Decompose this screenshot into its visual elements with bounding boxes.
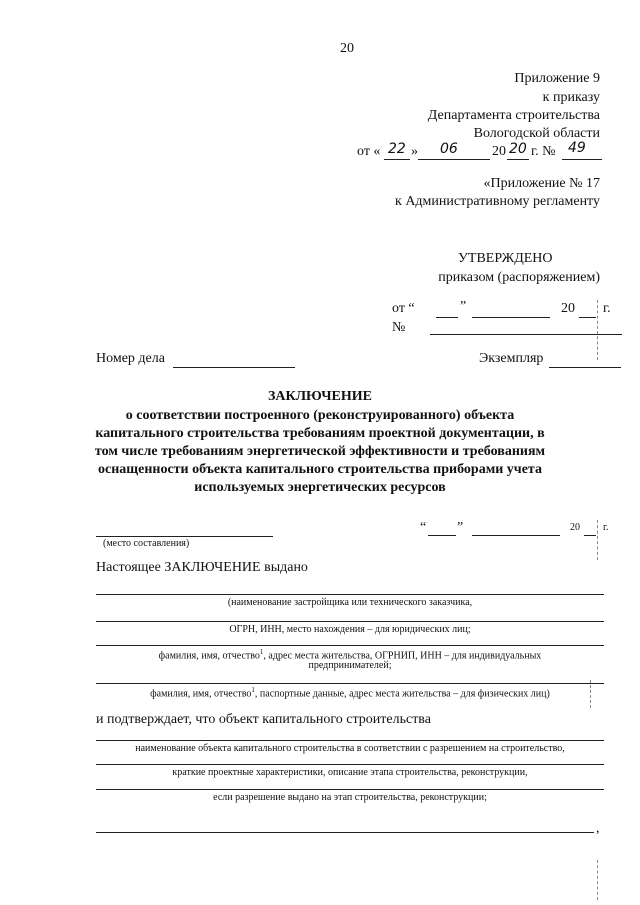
approved-year-prefix: 20 [561,301,575,316]
caption-characteristics: краткие проектные характеристики, описание этапа строительства, реконструкции, [172,767,528,778]
caption-developer: (наименование застройщика или технического заказчика, [227,597,473,608]
place-date-quote-close: ” [457,520,464,535]
approved-quote-close: ” [460,299,467,314]
approved-from: от “ [392,301,415,316]
issued-to-heading: Настоящее ЗАКЛЮЧЕНИЕ выдано [96,560,308,575]
place-date-year-suffix: г. [603,522,609,533]
appendix-date-close: » [411,144,418,159]
appendix-line2: к приказу [542,90,600,105]
title-line5: используемых энергетических ресурсов [194,480,446,495]
document-title: ЗАКЛЮЧЕНИЕ [267,389,373,404]
appendix-date-number: 49 [568,140,586,156]
appendix-date-year-prefix: 20 [492,144,506,159]
appendix-date-day: 22 [388,141,406,157]
caption-entrepreneur-cont: предпринимателей; [308,660,392,671]
appendix-line4: Вологодской области [473,126,600,141]
trailing-comma: , [596,821,600,836]
place-date-quote-open: “ [420,520,427,535]
title-line2: капитального строительства требованиям проектной документации, в [95,426,545,441]
caption-entrepreneur: фамилия, имя, отчество$^1$, адрес места жительства, ОГРНИП, ИНН – для индивидуальных [158,648,542,662]
page-number: 20 [340,41,354,56]
appendix-line1: Приложение 9 [514,71,600,86]
place-date-year-prefix: 20 [570,522,580,533]
case-number-label: Номер дела [96,351,165,366]
approved-number-label: № [392,320,406,335]
confirms-text: и подтверждает, что объект капитального строительства [96,712,431,727]
appendix2-line1: «Приложение № 17 [483,176,600,191]
title-line3: том числе требованиям энергетической эффективности и требованиям [94,444,546,459]
appendix-date-month: 06 [440,141,458,157]
approved-title: УТВЕРЖДЕНО [458,251,553,266]
approved-by: приказом (распоряжением) [438,270,600,285]
caption-object-name: наименование объекта капитального строительства в соответствии с разрешением на строительство, [135,743,565,754]
appendix-date-suffix: г. № [531,144,556,159]
approved-year-suffix: г. [603,301,611,316]
appendix-line3: Департамента строительства [427,108,600,123]
caption-individual: фамилия, имя, отчество$^1$, паспортные данные, адрес места жительства – для физических лиц) [150,686,550,700]
caption-legal-entity: ОГРН, ИНН, место нахождения – для юридических лиц; [229,624,471,635]
appendix2-line2: к Административному регламенту [395,194,600,209]
place-caption: (место составления) [103,538,190,549]
caption-stage: если разрешение выдано на этап строительства, реконструкции; [213,792,487,803]
copy-label: Экземпляр [479,351,544,366]
title-line4: оснащенности объекта капитального строительства приборами учета [98,462,542,477]
appendix-date-year: 20 [509,141,527,157]
appendix-date-prefix: от « [357,144,381,159]
title-line1: о соответствии построенного (реконструированного) объекта [125,408,515,423]
